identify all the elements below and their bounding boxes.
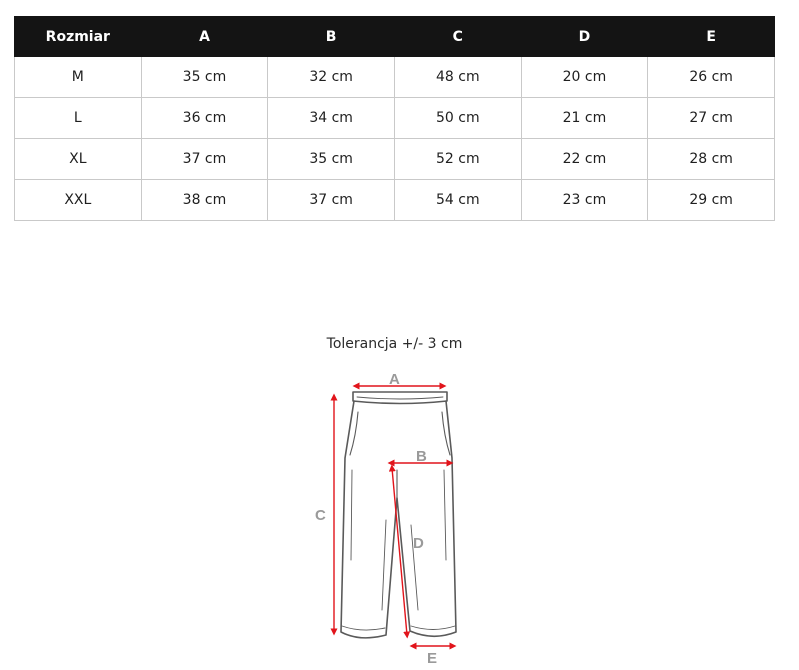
value-cell: 54 cm [394, 180, 521, 221]
size-cell: M [15, 57, 142, 98]
table-row [15, 139, 775, 180]
size-table [14, 16, 775, 221]
value-cell: 23 cm [521, 180, 648, 221]
measure-label-d: D [413, 535, 424, 552]
header-cell-d: D [521, 17, 648, 57]
value-cell: 35 cm [268, 139, 395, 180]
value-cell: 27 cm [648, 98, 775, 139]
size-cell: L [15, 98, 142, 139]
measure-arrow-d [392, 468, 407, 635]
value-cell: 37 cm [268, 180, 395, 221]
table-row [15, 57, 775, 98]
value-cell: 21 cm [521, 98, 648, 139]
table-row [15, 180, 775, 221]
value-cell: 52 cm [394, 139, 521, 180]
measure-label-e: E [427, 650, 438, 667]
header-cell-c: C [394, 17, 521, 57]
table-header-row [15, 17, 775, 57]
value-cell: 38 cm [141, 180, 268, 221]
header-cell-a: A [141, 17, 268, 57]
value-cell: 50 cm [394, 98, 521, 139]
pants-outline [341, 392, 456, 638]
value-cell: 35 cm [141, 57, 268, 98]
measure-label-c: C [315, 507, 326, 524]
value-cell: 26 cm [648, 57, 775, 98]
value-cell: 20 cm [521, 57, 648, 98]
header-cell-b: B [268, 17, 395, 57]
value-cell: 32 cm [268, 57, 395, 98]
table-row [15, 98, 775, 139]
header-cell-e: E [648, 17, 775, 57]
size-cell: XXL [15, 180, 142, 221]
measure-label-b: B [416, 448, 427, 465]
value-cell: 28 cm [648, 139, 775, 180]
value-cell: 29 cm [648, 180, 775, 221]
value-cell: 36 cm [141, 98, 268, 139]
value-cell: 34 cm [268, 98, 395, 139]
value-cell: 48 cm [394, 57, 521, 98]
tolerance-note: Tolerancja +/- 3 cm [326, 336, 463, 352]
size-cell: XL [15, 139, 142, 180]
header-cell-size: Rozmiar [15, 17, 142, 57]
value-cell: 22 cm [521, 139, 648, 180]
measure-label-a: A [389, 371, 400, 388]
value-cell: 37 cm [141, 139, 268, 180]
pants-measurement-diagram [300, 366, 490, 670]
